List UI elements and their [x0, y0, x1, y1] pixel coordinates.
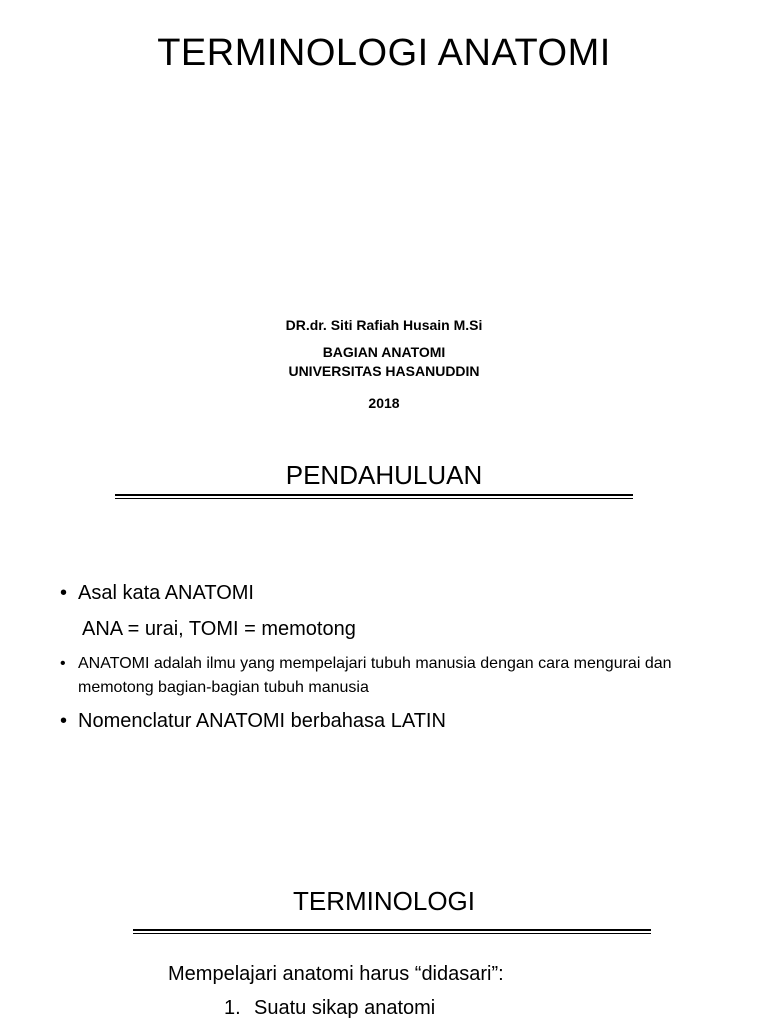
section-heading-pendahuluan: PENDAHULUAN: [285, 460, 483, 490]
bullet-text: ANATOMI adalah ilmu yang mempelajari tubuh manusia dengan cara mengurai dan memotong bagian-bagian tubuh manusia: [78, 655, 672, 696]
bullet-marker: •: [60, 655, 66, 672]
document-title: TERMINOLOGI ANATOMI: [157, 32, 611, 74]
year-label: 2018: [368, 395, 400, 411]
department-block: [0, 343, 768, 381]
intro-text: Mempelajari anatomi harus “didasari”:: [168, 963, 504, 985]
bullet-item: [60, 652, 750, 700]
department-line-1: BAGIAN ANATOMI: [322, 344, 446, 360]
bullet-item: [60, 580, 750, 606]
bullet-subtext: ANA = urai, TOMI = memotong: [82, 618, 356, 640]
heading-underline: [115, 494, 633, 499]
section-heading-terminologi: TERMINOLOGI: [292, 886, 475, 916]
bullet-marker: •: [60, 710, 68, 732]
list-item: [224, 994, 435, 1022]
author-name: DR.dr. Siti Rafiah Husain M.Si: [285, 317, 483, 333]
bullet-text: Asal kata ANATOMI: [78, 582, 254, 604]
bullet-marker: •: [60, 582, 68, 604]
bullet-item: [60, 708, 750, 734]
department-line-2: UNIVERSITAS HASANUDDIN: [288, 363, 480, 379]
heading-underline: [133, 929, 651, 934]
list-text: Suatu sikap anatomi: [254, 997, 436, 1019]
list-number: 1.: [224, 997, 241, 1019]
bullet-text: Nomenclatur ANATOMI berbahasa LATIN: [78, 710, 446, 732]
